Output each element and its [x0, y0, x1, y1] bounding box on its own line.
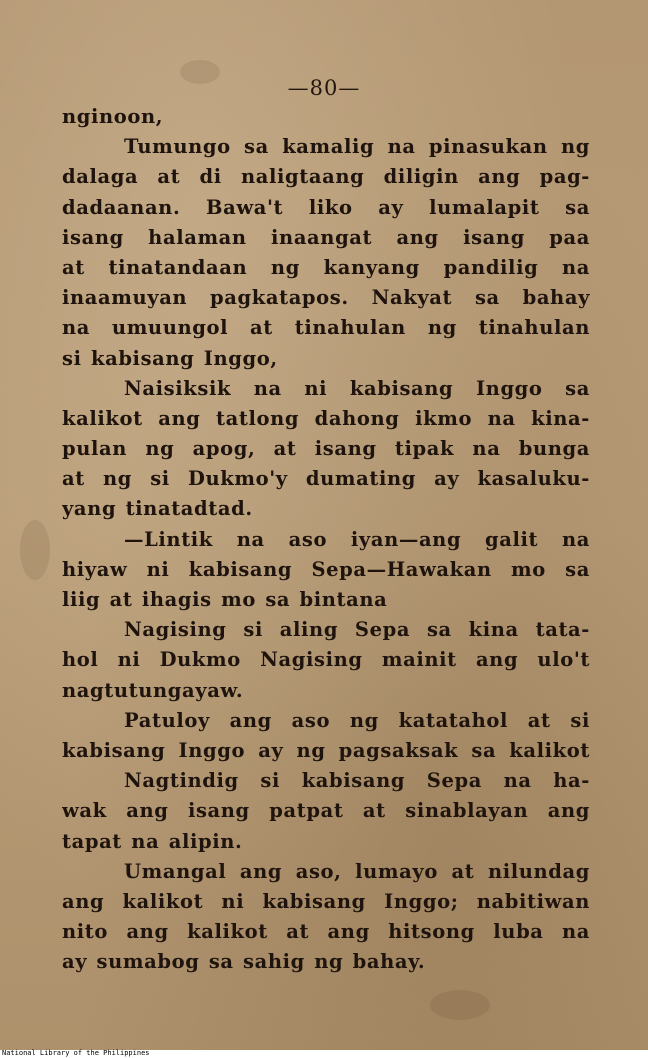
text-line: at ng si Dukmo'y dumating ay kasaluku- — [62, 467, 590, 491]
text-line: Tumungo sa kamalig na pinasukan ng — [124, 135, 590, 159]
page-number: —80— — [287, 76, 361, 100]
text-line: tapat na alipin. — [62, 829, 243, 853]
paper-stain — [430, 990, 490, 1020]
text-line: nginoon, — [62, 105, 164, 128]
text-line: ang kalikot ni kabisang Inggo; nabitiwan — [62, 889, 590, 913]
text-line: na umuungol at tinahulan ng tinahulan — [62, 316, 590, 340]
text-line: Naisiksik na ni kabisang Inggo sa — [124, 376, 590, 400]
body-text — [62, 102, 590, 977]
text-line: kalikot ang tatlong dahong ikmo na kina- — [62, 406, 590, 430]
text-line: pulan ng apog, at isang tipak na bunga — [62, 437, 590, 461]
footer-bar — [0, 1050, 648, 1058]
text-line: ay sumabog sa sahig ng bahay. — [62, 950, 426, 974]
text-line: Nagising si aling Sepa sa kina tata- — [124, 618, 590, 642]
text-line: kabisang Inggo ay ng pagsaksak sa kalikot — [62, 738, 590, 762]
text-line: nito ang kalikot at ang hitsong luba na — [62, 920, 590, 944]
text-line: Patuloy ang aso ng katatahol at si — [124, 708, 590, 732]
text-line: hol ni Dukmo Nagising mainit ang ulo't — [62, 648, 590, 672]
text-line: Nagtindig si kabisang Sepa na ha- — [124, 769, 590, 793]
text-line: inaamuyan pagkatapos. Nakyat sa bahay — [62, 286, 590, 310]
text-line: at tinatandaan ng kanyang pandilig na — [62, 255, 590, 279]
paper-stain — [20, 520, 50, 580]
text-line: liig at ihagis mo sa bintana — [62, 588, 388, 611]
text-line: dadaanan. Bawa't liko ay lumalapit sa — [62, 195, 590, 219]
text-line: hiyaw ni kabisang Sepa—Hawakan mo sa — [62, 557, 590, 581]
text-line: Umangal ang aso, lumayo at nilundag — [124, 859, 590, 883]
text-line: nagtutungayaw. — [62, 678, 244, 702]
text-line: yang tinatadtad. — [62, 497, 253, 521]
text-line: isang halaman inaangat ang isang paa — [62, 225, 590, 249]
footer-credit: National Library of the Philippines — [2, 1049, 150, 1057]
text-line: —Lintik na aso iyan—ang galit na — [124, 527, 590, 551]
text-line: wak ang isang patpat at sinablayan ang — [62, 799, 590, 823]
text-line: si kabisang Inggo, — [62, 346, 278, 370]
text-line: dalaga at di naligtaang diligin ang pag- — [62, 165, 590, 189]
